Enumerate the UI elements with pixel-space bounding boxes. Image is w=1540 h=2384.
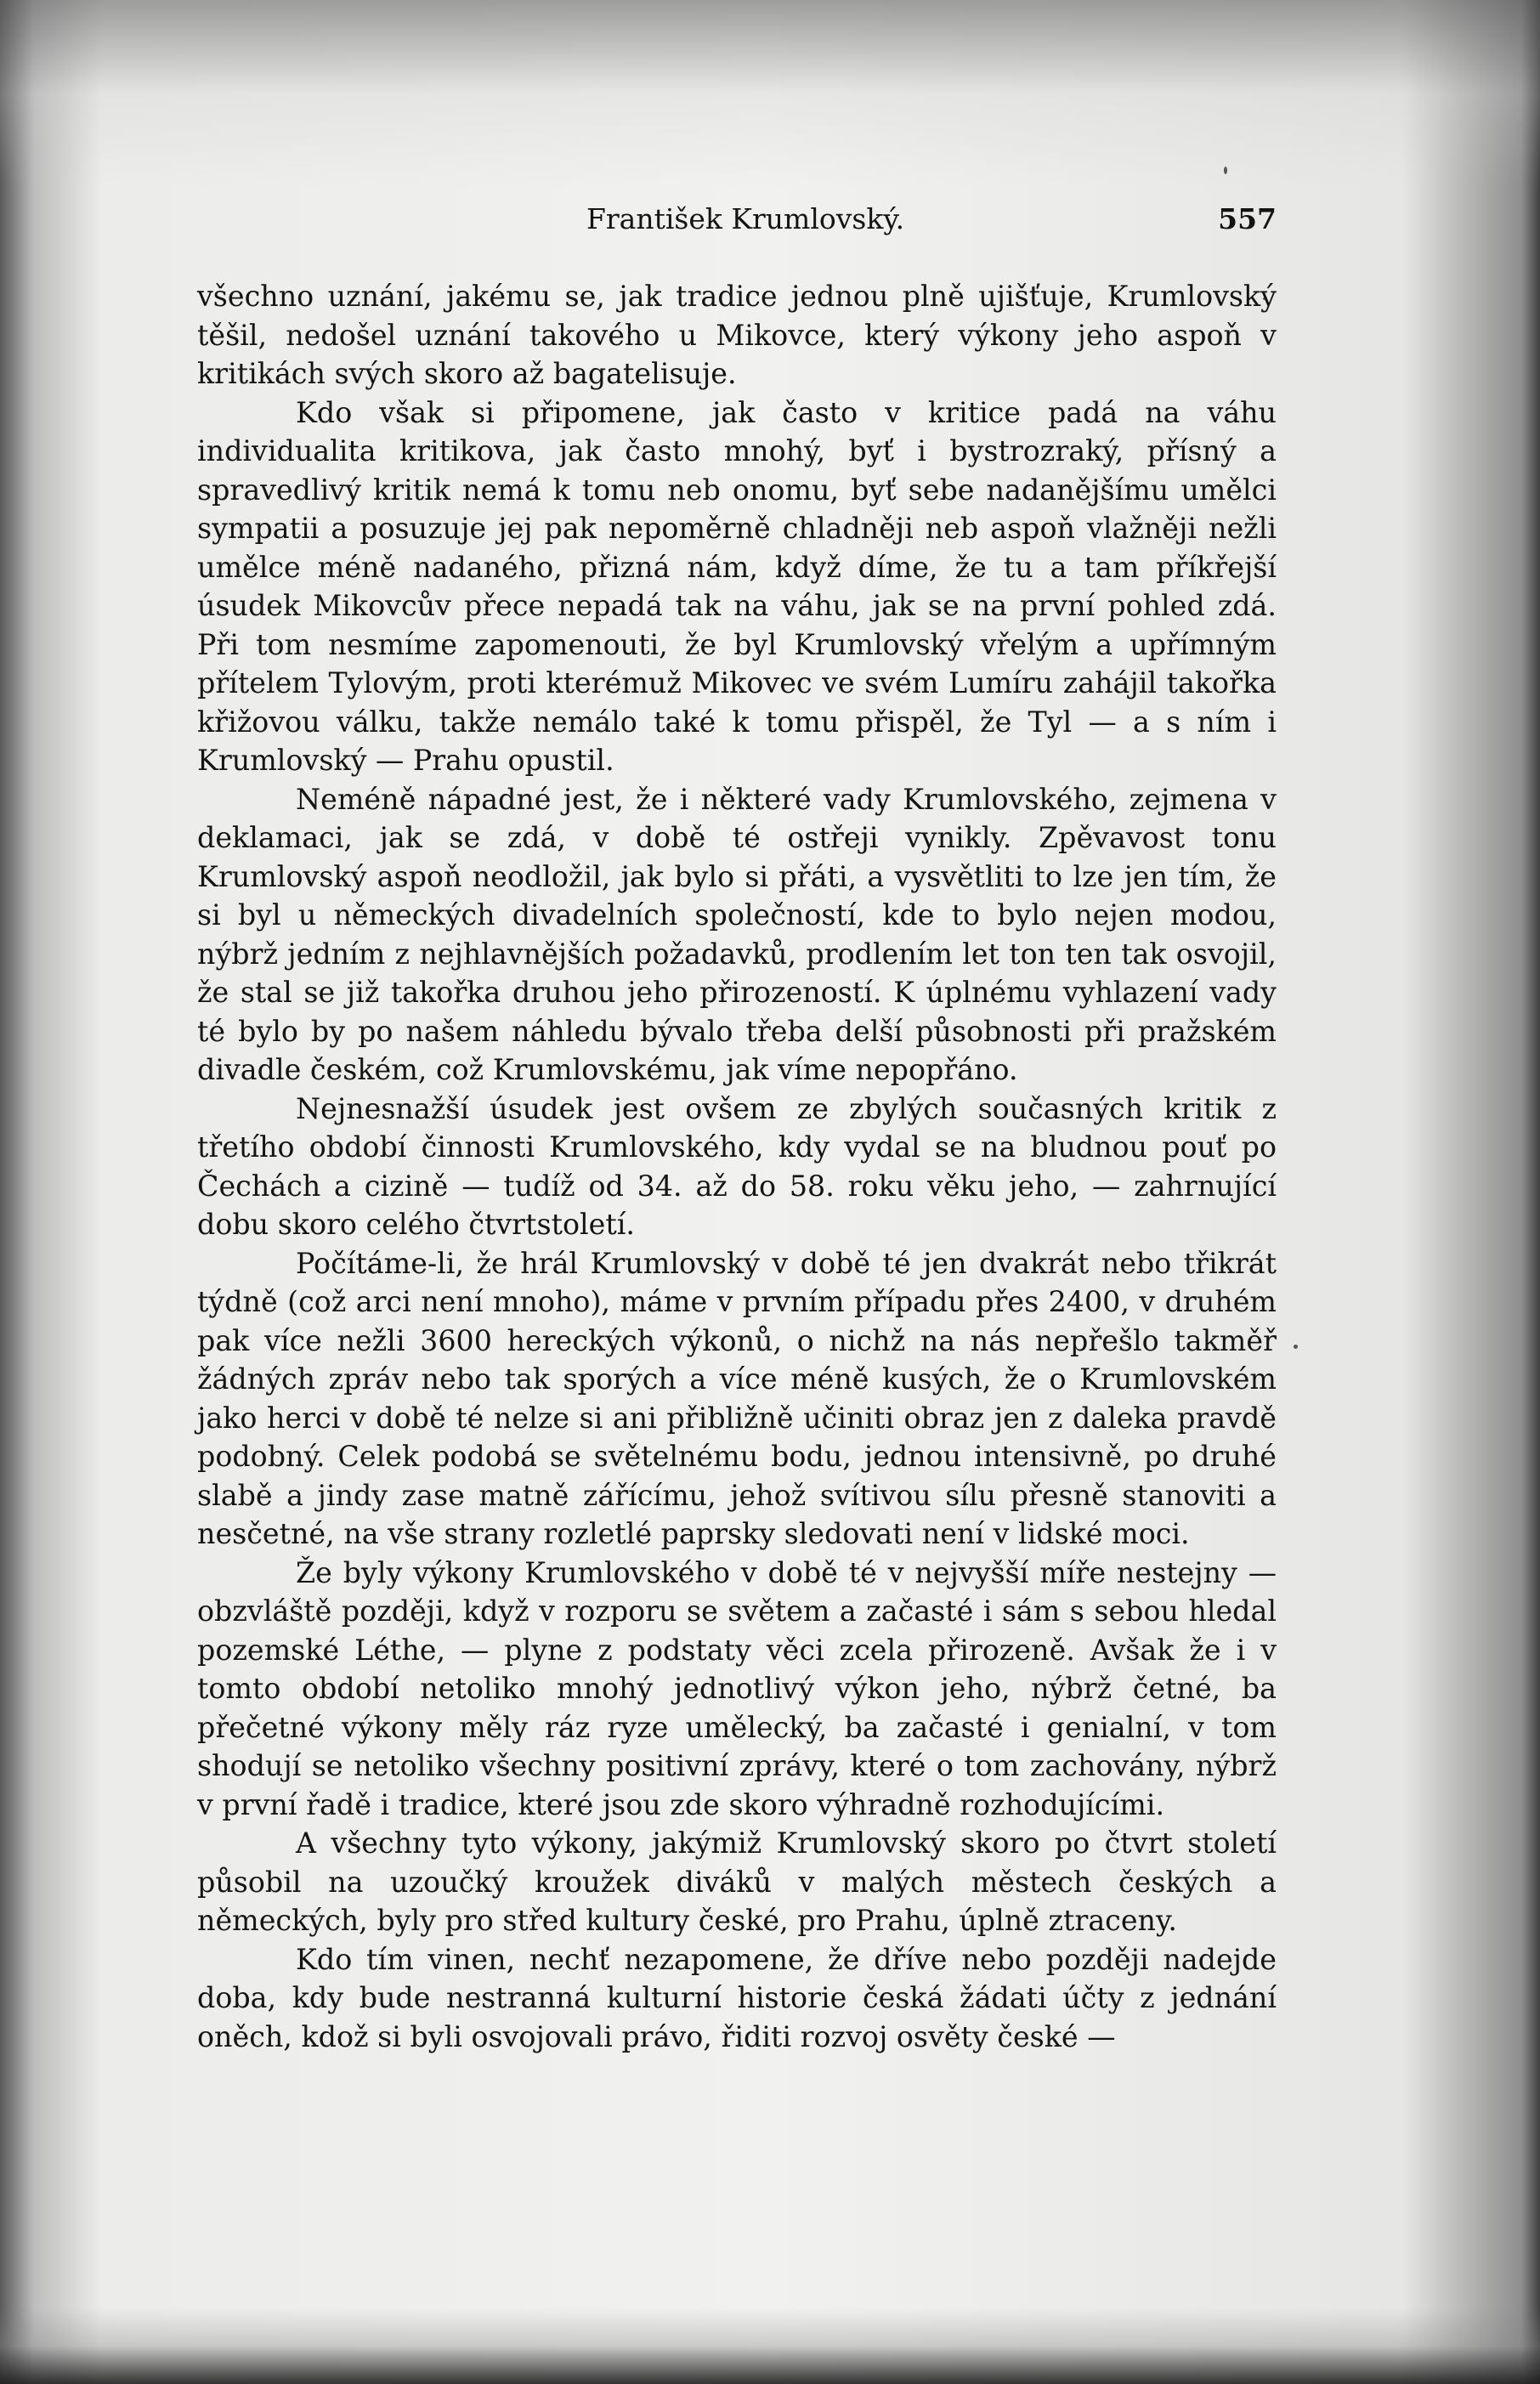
paragraph-5: Počítáme-li, že hrál Krumlovský v době té jen dvakrát nebo třikrát týdně (což arci není mnoho), máme v prvním případu přes 2400, v druhém pak více nežli 3600 hereckých výkonů, o nichž na nás nepřešlo takměř žádných zpráv nebo tak sporých a více méně kusých, že o Krumlovském jako herci v době té nelze si ani přibližně učiniti obraz jen z daleka pravdě podobný. Celek podobá se světelnému bodu, jednou intensivně, po druhé slabě a jindy zase matně zářícímu, jehož svítivou sílu přesně stanoviti a nesčetné, na vše strany rozletlé paprsky sledovati není v lidské moci. — [197, 1246, 1277, 1550]
page-number: 557 — [1218, 202, 1277, 235]
paragraph-1: všechno uznání, jakému se, jak tradice jednou plně ujišťuje, Krumlovský těšil, nedošel uznání takového u Mikovce, který výkony jeho aspoň v kritikách svých skoro až bagatelisuje. — [197, 280, 1277, 390]
book-page — [197, 194, 1277, 2056]
ink-speck — [1224, 167, 1227, 174]
paragraph-7: A všechny tyto výkony, jakýmiž Krumlovský skoro po čtvrt století působil na uzoučký kroužek diváků v malých městech českých a německých, byly pro střed kultury české, pro Prahu, úplně ztraceny. — [197, 1826, 1277, 1937]
paragraph-3: Neméně nápadné jest, že i některé vady Krumlovského, zejmena v deklamaci, jak se zdá, v době té ostřeji vynikly. Zpěvavost tonu Krumlovský aspoň neodložil, jak bylo si přáti, a vysvětliti to lze jen tím, že si byl u německých divadelních společností, kde to bylo nejen modou, nýbrž jedním z nejhlavnějších požadavků, prodlením let ton ten tak osvojil, že stal se již takořka druhou jeho přirozeností. K úplnému vyhlazení vady té bylo by po našem náhledu bývalo třeba delší působnosti při pražském divadle českém, což Krumlovskému, jak víme nepopřáno. — [197, 782, 1277, 1086]
running-head — [197, 194, 1277, 245]
running-head-title: František Krumlovský. — [586, 202, 905, 235]
paragraph-6: Že byly výkony Krumlovského v době té v nejvyšší míře nestejny — obzvláště později, když v rozporu se světem a začasté i sám s sebou hledal pozemské Léthe, — plyne z podstaty věci zcela přirozeně. Avšak že i v tomto období netoliko mnohý jednotlivý výkon jeho, nýbrž četné, ba přečetné výkony měly ráz ryze umělecký, ba začasté i genialní, v tom shodují se netoliko všechny positivní zprávy, které o tom zachovány, nýbrž v první řadě i tradice, které jsou zde skoro výhradně rozhodujícími. — [197, 1555, 1277, 1821]
ink-speck — [1294, 1345, 1298, 1349]
paragraph-4: Nejnesnažší úsudek jest ovšem ze zbylých současných kritik z třetího období činnosti Krumlovského, kdy vydal se na bludnou pouť po Čechách a cizině — tudíž od 34. až do 58. roku věku jeho, — zahrnující dobu skoro celého čtvrtstoletí. — [197, 1091, 1277, 1241]
paragraph-2: Kdo však si připomene, jak často v kritice padá na váhu individualita kritikova, jak často mnohý, byť i bystrozraký, přísný a spravedlivý kritik nemá k tomu neb onomu, byť sebe nadanějšímu umělci sympatii a posuzuje jej pak nepoměrně chladněji neb aspoň vlažněji nežli umělce méně nadaného, přizná nám, když díme, že tu a tam příkřejší úsudek Mikovcův přece nepadá tak na váhu, jak se na první pohled zdá. Při tom nesmíme zapomenouti, že byl Krumlovský vřelým a upřímným přítelem Tylovým, proti kterémuž Mikovec ve svém Lumíru zahájil takořka křižovou válku, takže nemálo také k tomu přispěl, že Tyl — a s ním i Krumlovský — Prahu opustil. — [197, 395, 1277, 777]
paragraph-8: Kdo tím vinen, nechť nezapomene, že dříve nebo později nadejde doba, kdy bude nestranná kulturní historie česká žádati účty z jednání oněch, kdož si byli osvojovali právo, řiditi rozvoj osvěty české — — [197, 1942, 1277, 2053]
page-body-text — [197, 277, 1277, 2056]
